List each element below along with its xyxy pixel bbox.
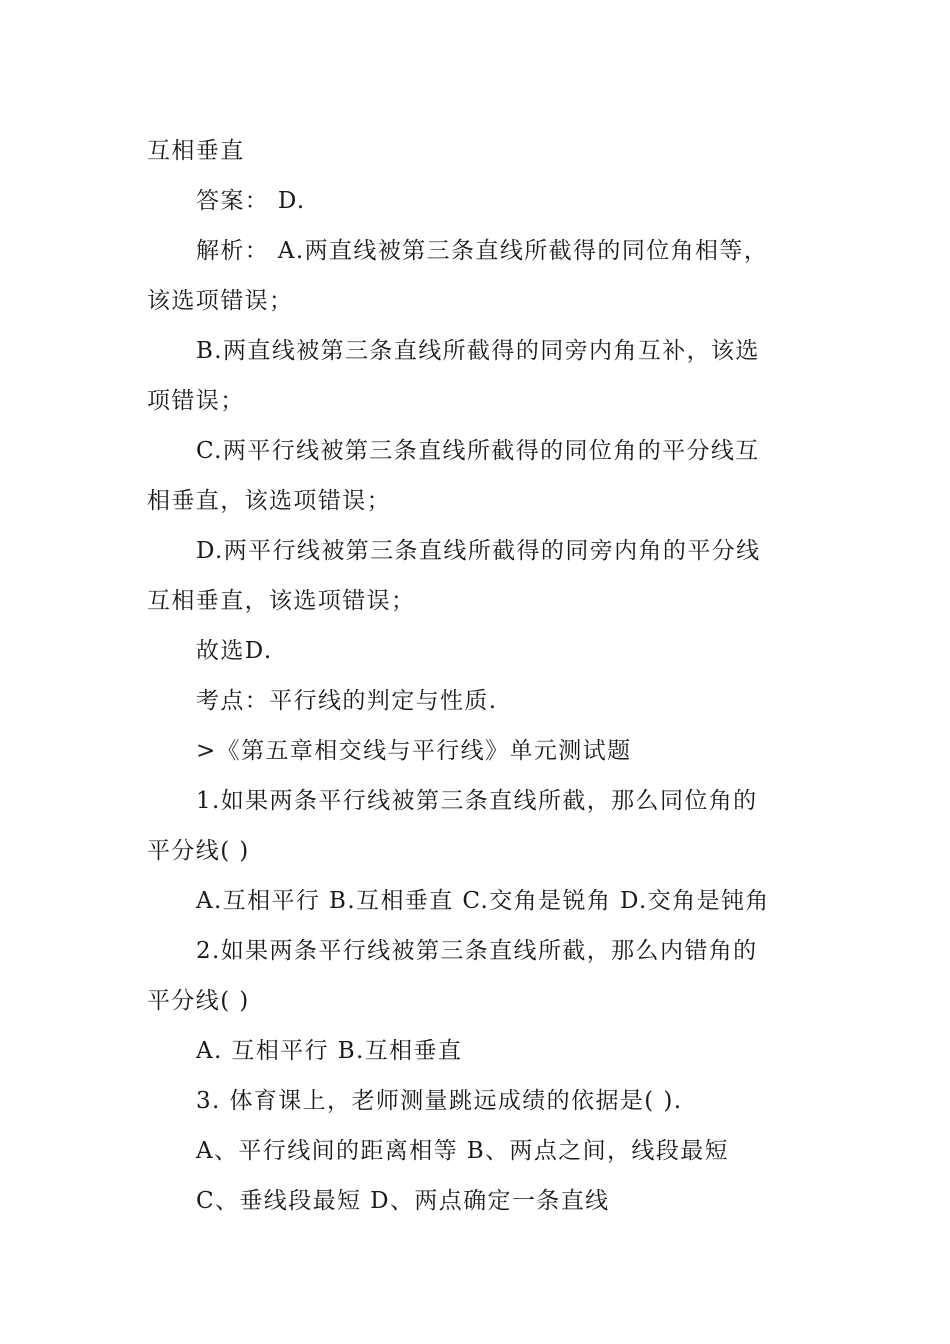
answer-line: 答案： D.: [196, 188, 306, 214]
text-line: 项错误；: [147, 388, 245, 414]
topic-line: 考点：平行线的判定与性质.: [196, 688, 498, 714]
text-line: 互相垂直: [147, 138, 245, 164]
options-line: A.互相平行 B.互相垂直 C.交角是锐角 D.交角是钝角: [196, 888, 770, 914]
analysis-line: 解析： A.两直线被第三条直线所截得的同位角相等，: [196, 238, 769, 264]
text-line: 平分线( ): [147, 838, 250, 864]
text-line: 互相垂直，该选项错误；: [147, 588, 416, 614]
text-line: D.两平行线被第三条直线所截得的同旁内角的平分线: [196, 538, 761, 564]
text-line: C.两平行线被第三条直线所截得的同位角的平分线互: [196, 438, 760, 464]
options-line: C、垂线段最短 D、两点确定一条直线: [196, 1188, 610, 1214]
text-line: 平分线( ): [147, 988, 250, 1014]
text-line: 相垂直，该选项错误；: [147, 488, 391, 514]
conclusion-line: 故选D.: [196, 638, 273, 664]
text-line: 该选项错误；: [147, 288, 294, 314]
question-line: 1.如果两条平行线被第三条直线所截，那么同位角的: [196, 788, 758, 814]
question-line: 3. 体育课上，老师测量跳远成绩的依据是( ).: [196, 1088, 683, 1114]
text-line: B.两直线被第三条直线所截得的同旁内角互补，该选: [196, 338, 760, 364]
question-line: 2.如果两条平行线被第三条直线所截，那么内错角的: [196, 938, 758, 964]
options-line: A. 互相平行 B.互相垂直: [196, 1038, 463, 1064]
section-title: >《第五章相交线与平行线》单元测试题: [196, 738, 632, 764]
options-line: A、平行线间的距离相等 B、两点之间，线段最短: [196, 1138, 730, 1164]
